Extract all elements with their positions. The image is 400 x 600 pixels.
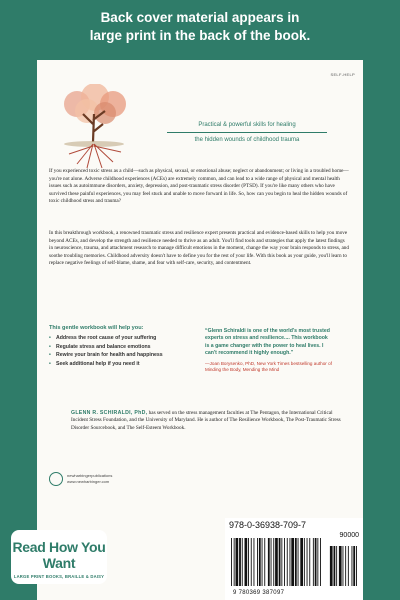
- description-paragraph-2: In this breakthrough workbook, a renowned traumatic stress and resilience expert presents practical and evidence-based skills to help you move beyond ACEs, and develop the strength and resilience needed to thrive as an adult. You'll find tools and strategies that apply the latest findings in neuroscience, trauma, and attachment research to manage difficult emotions in the moment, change the way your brain responds to stress, and soothe troubling memories. Childhood adversity doesn't have to define you for the rest of your life. With this book as your guide, you'll learn to replace negative feelings of self-blame, shame, and fear with self-care, security, and contentment.: [49, 230, 349, 267]
- isbn-digits: 9 780369 387097: [233, 590, 285, 596]
- barcode-bar: [298, 538, 299, 586]
- author-name: GLENN R. SCHIRALDI, PhD,: [71, 410, 148, 416]
- price-barcode-bar: [348, 546, 349, 586]
- barcode-bar: [245, 538, 248, 586]
- tagline-line-2: the hidden wounds of childhood trauma: [194, 136, 300, 143]
- benefit-item: • Address the root cause of your suffering: [49, 334, 189, 343]
- barcode-bar: [290, 538, 291, 586]
- barcode-bar: [317, 538, 318, 586]
- tree-illustration: [47, 84, 147, 170]
- author-bio-text: has served on the stress management faculties at The Pentagon, the International Critical Incident Stress Foundation, and the University of Maryland. He is author of The Resilience Workbook, The Post-Traumatic Stress Disorder Sourcebook, and The Self-Esteem Workbook.: [71, 410, 341, 431]
- barcode-bars: [229, 530, 359, 590]
- barcode-bar: [307, 538, 308, 586]
- barcode-bar: [257, 538, 258, 586]
- isbn-number: 978-0-36938-709-7: [229, 520, 307, 530]
- price-code: 90000: [339, 532, 359, 539]
- barcode-bar: [284, 538, 285, 586]
- price-barcode-bar: [330, 546, 333, 586]
- price-barcode-bar: [343, 546, 344, 586]
- barcode-bar: [251, 538, 252, 586]
- benefit-item: • Rewire your brain for health and happiness: [49, 351, 189, 360]
- barcode-bar: [262, 538, 263, 586]
- price-barcode-bar: [336, 546, 337, 586]
- price-barcode-bar: [345, 546, 346, 586]
- barcode-bar: [313, 538, 314, 586]
- barcode-bar: [304, 538, 305, 586]
- barcode-bar: [242, 538, 243, 586]
- publisher-info: [67, 473, 112, 485]
- large-print-banner: [0, 0, 400, 50]
- barcode-bar: [264, 538, 265, 586]
- tagline-line-1: Practical & powerful skills for healing: [198, 122, 296, 128]
- barcode-bar: [315, 538, 317, 586]
- description-paragraph-1: If you experienced toxic stress as a child—such as physical, sexual, or emotional abuse; neglect or abandonment; or living in a troubled home—you're not alone. Adverse childhood experiences (ACEs) are extremely common, and can lead to a wide range of physical and mental health issues such as autoimmune disorders, anxiety, depression, and post-traumatic stress disorder (PTSD). If you're like many others who have survived these painful experiences, you may feel stuck and unable to move forward in life. So, how can you begin to heal the hidden wounds of toxic childhood stress and trauma?: [49, 168, 349, 205]
- price-barcode-bar: [356, 546, 357, 586]
- author-bio: [71, 410, 341, 432]
- price-barcode-bar: [334, 546, 336, 586]
- barcode-bar: [271, 538, 272, 586]
- publisher-url: www.newharbinger.com: [67, 479, 110, 484]
- barcode-bar: [320, 538, 321, 586]
- barcode-bar: [275, 538, 278, 586]
- barcode-bar: [248, 538, 249, 586]
- barcode-bar: [279, 538, 281, 586]
- barcode-bar: [300, 538, 303, 586]
- barcode-bar: [239, 538, 241, 586]
- read-how-you-want-logo: [11, 530, 107, 584]
- publisher-name: newharbingerpublications: [67, 473, 113, 478]
- benefits-list: [49, 334, 189, 368]
- benefits-title: This gentle workbook will help you:: [49, 325, 144, 331]
- tagline-divider: [167, 132, 327, 133]
- price-barcode-bar: [352, 546, 353, 586]
- price-barcode-bar: [353, 546, 355, 586]
- endorsement: [205, 328, 333, 373]
- barcode-bar: [231, 538, 232, 586]
- isbn-barcode: [225, 518, 363, 600]
- tagline: [147, 120, 347, 145]
- barcode-bar: [281, 538, 282, 586]
- barcode-bar: [273, 538, 274, 586]
- barcode-bar: [309, 538, 310, 586]
- banner-line-1: Back cover material appears in: [100, 10, 300, 25]
- barcode-bar: [268, 538, 270, 586]
- price-barcode-bar: [339, 546, 342, 586]
- barcode-bar: [234, 538, 235, 586]
- benefit-item: • Seek additional help if you need it: [49, 360, 189, 369]
- benefits-section: [49, 325, 189, 368]
- barcode-bar: [259, 538, 261, 586]
- banner-line-2: large print in the back of the book.: [89, 28, 311, 43]
- barcode-bar: [236, 538, 239, 586]
- barcode-bar: [254, 538, 255, 586]
- endorsement-attribution: —Joan Borysenko, PhD, New York Times bestselling author of Minding the Body, Mending the Mind: [205, 360, 332, 373]
- rhyw-subtitle: LARGE PRINT BOOKS, BRAILLE & DAISY: [13, 574, 105, 579]
- benefit-item: • Regulate stress and balance emotions: [49, 343, 189, 352]
- publisher-logo-icon: [49, 472, 63, 486]
- endorsement-quote: “Glenn Schiraldi is one of the world's most trusted experts on stress and resilience.... This workbook is a game changer with the power to heal lives. I can't recommend it highly enough.”: [205, 328, 330, 357]
- barcode-bar: [295, 538, 297, 586]
- publisher-block: [49, 470, 139, 490]
- barcode-bar: [287, 538, 288, 586]
- rhyw-title: Read How You Want: [12, 539, 106, 571]
- barcode-bar: [291, 538, 294, 586]
- category-label: SELF-HELP: [330, 72, 355, 77]
